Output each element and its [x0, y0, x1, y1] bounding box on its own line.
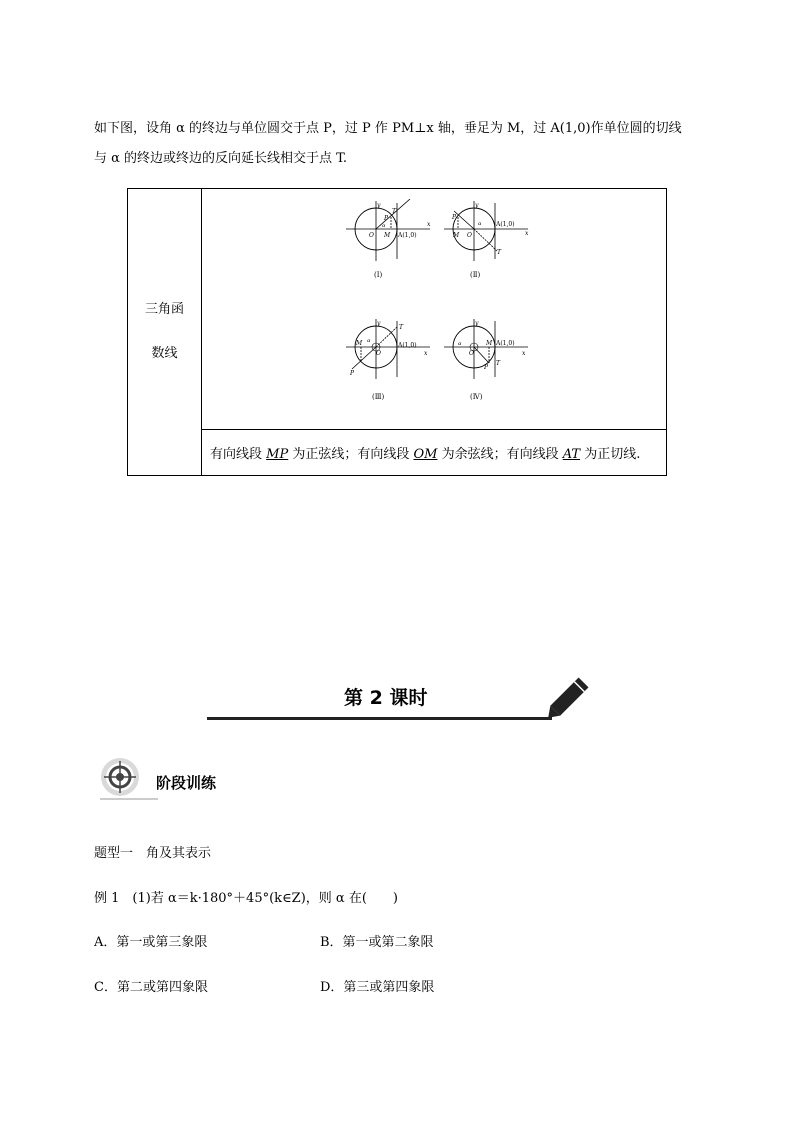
option-d: D．第三或第四象限 — [320, 980, 435, 995]
section-title: 阶段训练 — [156, 774, 217, 792]
caption-at: AT — [562, 447, 581, 462]
trig-lines-caption — [202, 430, 667, 476]
caption-mp: MP — [266, 447, 289, 462]
figure-2 — [442, 199, 532, 285]
svg-text:y: y — [377, 202, 381, 209]
intro-line-1: 如下图，设角 α 的终边与单位圆交于点 P，过 P 作 PM⊥x 轴，垂足为 M，过 A(1,0)作单位圆的切线 — [94, 121, 682, 136]
table-label-line-1: 三角函 — [144, 302, 184, 317]
figure-4-caption: (Ⅳ) — [470, 393, 483, 401]
svg-text:P: P — [452, 214, 457, 221]
svg-text:α: α — [458, 341, 462, 347]
svg-text:T: T — [392, 208, 397, 215]
trig-lines-table — [127, 188, 667, 476]
svg-text:O: O — [376, 350, 381, 357]
svg-text:A(1,0): A(1,0) — [496, 221, 515, 228]
figure-3 — [344, 317, 434, 407]
svg-text:x: x — [427, 221, 431, 228]
svg-text:T: T — [399, 324, 404, 331]
svg-text:M: M — [356, 340, 363, 347]
svg-text:M: M — [486, 340, 493, 347]
svg-text:x: x — [522, 350, 526, 357]
option-a: A．第一或第三象限 — [94, 935, 208, 950]
svg-text:A(1,0): A(1,0) — [496, 340, 515, 347]
svg-text:A(1,0): A(1,0) — [398, 232, 417, 239]
caption-text-3: 为余弦线；有向线段 — [437, 447, 563, 462]
caption-om: OM — [413, 447, 438, 462]
caption-text-4: 为正切线. — [580, 447, 641, 462]
option-b: B．第一或第二象限 — [320, 935, 434, 950]
svg-text:α: α — [367, 338, 371, 344]
svg-text:O: O — [467, 232, 472, 239]
svg-text:P: P — [484, 364, 489, 371]
svg-text:O: O — [469, 350, 474, 357]
svg-text:P: P — [350, 370, 355, 377]
figure-1-caption: (Ⅰ) — [374, 271, 383, 279]
figure-3-caption: (Ⅲ) — [372, 393, 385, 401]
svg-text:M: M — [453, 232, 460, 239]
svg-text:x: x — [525, 230, 529, 237]
svg-text:α: α — [478, 221, 482, 227]
figure-2-caption: (Ⅱ) — [470, 271, 481, 279]
lesson-underline — [207, 717, 552, 720]
option-c: C．第二或第四象限 — [94, 980, 208, 995]
svg-text:A(1,0): A(1,0) — [398, 342, 417, 349]
svg-text:α: α — [382, 223, 386, 229]
svg-text:T: T — [497, 249, 502, 256]
caption-text-1: 有向线段 — [210, 447, 267, 462]
svg-text:O: O — [369, 232, 374, 239]
target-icon — [98, 755, 158, 807]
lesson-title: 第 2 课时 — [344, 687, 428, 709]
table-label-line-2: 数线 — [151, 346, 178, 361]
svg-text:M: M — [384, 232, 391, 239]
svg-text:y: y — [475, 320, 479, 327]
example-stem: 例 1 (1)若 α＝k·180°＋45°(k∈Z)，则 α 在( ) — [94, 891, 398, 906]
pencil-icon — [540, 670, 596, 730]
svg-text:T: T — [496, 360, 501, 367]
svg-text:x: x — [424, 350, 428, 357]
intro-line-2: 与 α 的终边或终边的反向延长线相交于点 T. — [94, 151, 348, 166]
question-type: 题型一 角及其表示 — [94, 846, 212, 861]
svg-text:y: y — [377, 320, 381, 327]
figure-1 — [344, 199, 434, 285]
table-label-cell — [128, 189, 202, 476]
svg-text:y: y — [475, 202, 479, 209]
svg-text:P: P — [384, 215, 389, 222]
figures-cell — [202, 189, 667, 430]
figure-4 — [442, 317, 532, 407]
caption-text-2: 为正弦线；有向线段 — [288, 447, 414, 462]
